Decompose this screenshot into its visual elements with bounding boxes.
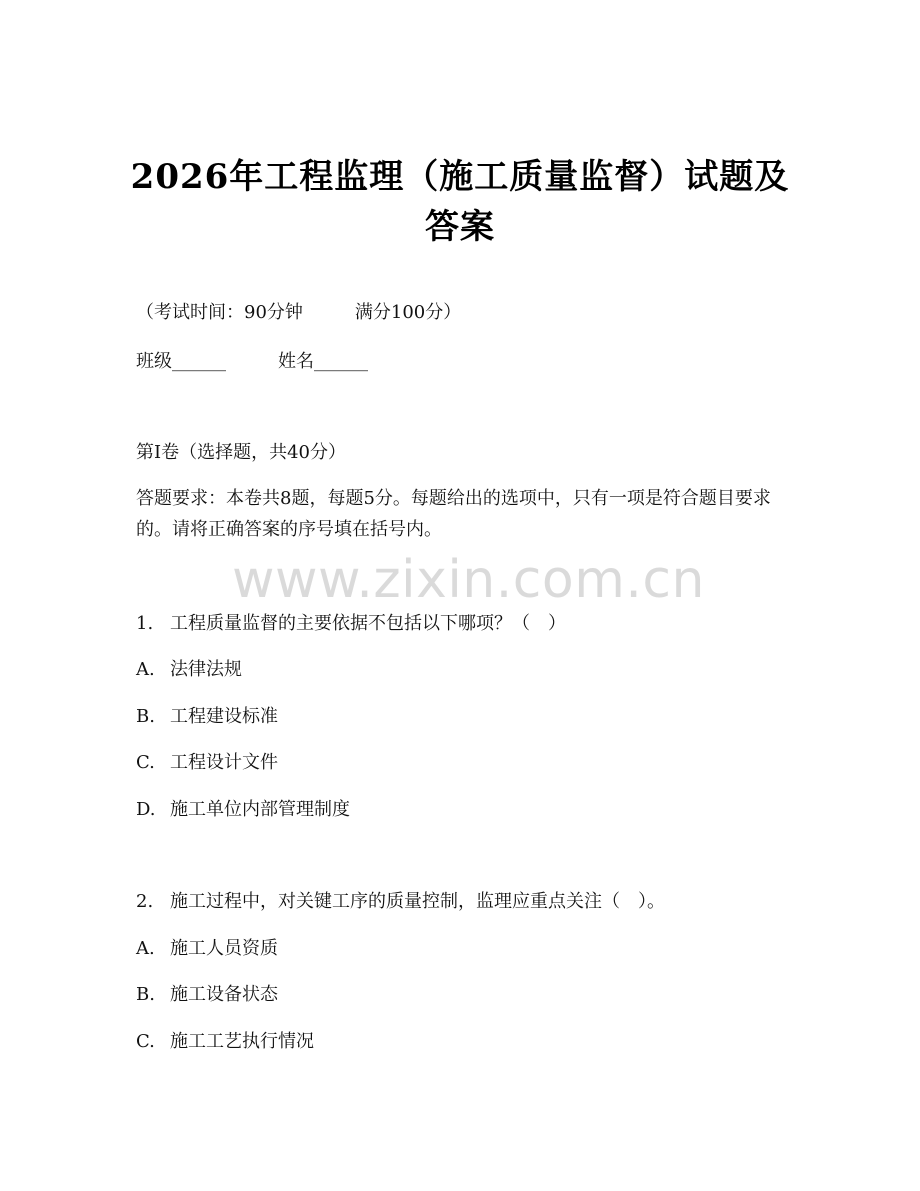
q1-option-c: [136, 750, 278, 776]
option-letter: B.: [136, 706, 155, 727]
q1-option-a: [136, 657, 242, 683]
exam-time: （考试时间：90分钟: [136, 302, 303, 323]
q2-option-a: [136, 936, 278, 962]
exam-full-score: 满分100分）: [354, 302, 462, 323]
option-letter: B.: [136, 984, 155, 1005]
question-number: 1.: [136, 613, 154, 634]
option-text: 施工工艺执行情况: [170, 1031, 314, 1052]
question-text: 工程质量监督的主要依据不包括以下哪项？（ ）: [170, 613, 566, 634]
option-text: 施工单位内部管理制度: [170, 799, 350, 820]
q1-option-b: [136, 704, 278, 730]
option-letter: C.: [136, 1031, 155, 1052]
student-fields-line: [136, 349, 368, 375]
question-2: [136, 889, 665, 915]
site-watermark: www.zixin.com.cn: [232, 550, 705, 610]
option-letter: D.: [136, 799, 156, 820]
question-number: 2.: [136, 891, 154, 912]
option-letter: C.: [136, 752, 155, 773]
option-text: 工程设计文件: [170, 752, 278, 773]
exam-info-line: [136, 300, 461, 326]
q2-option-c: [136, 1029, 314, 1055]
section-heading: 第I卷（选择题，共40分）: [136, 442, 347, 463]
option-text: 施工设备状态: [170, 984, 278, 1005]
option-text: 法律法规: [170, 659, 242, 680]
q2-option-b: [136, 982, 278, 1008]
option-letter: A.: [136, 938, 155, 959]
question-1: [136, 611, 566, 637]
document-title: 2026年工程监理（施工质量监督）试题及答案: [130, 157, 790, 247]
option-letter: A.: [136, 659, 155, 680]
name-field: 姓名______: [278, 351, 368, 372]
question-text: 施工过程中，对关键工序的质量控制，监理应重点关注（ ）。: [170, 891, 665, 912]
option-text: 工程建设标准: [170, 706, 278, 727]
option-text: 施工人员资质: [170, 938, 278, 959]
answer-instructions: 答题要求：本卷共8题，每题5分。每题给出的选项中，只有一项是符合题目要求的。请将正确答案的序号填在括号内。: [136, 488, 771, 540]
class-field: 班级______: [136, 351, 226, 372]
q1-option-d: [136, 797, 350, 823]
